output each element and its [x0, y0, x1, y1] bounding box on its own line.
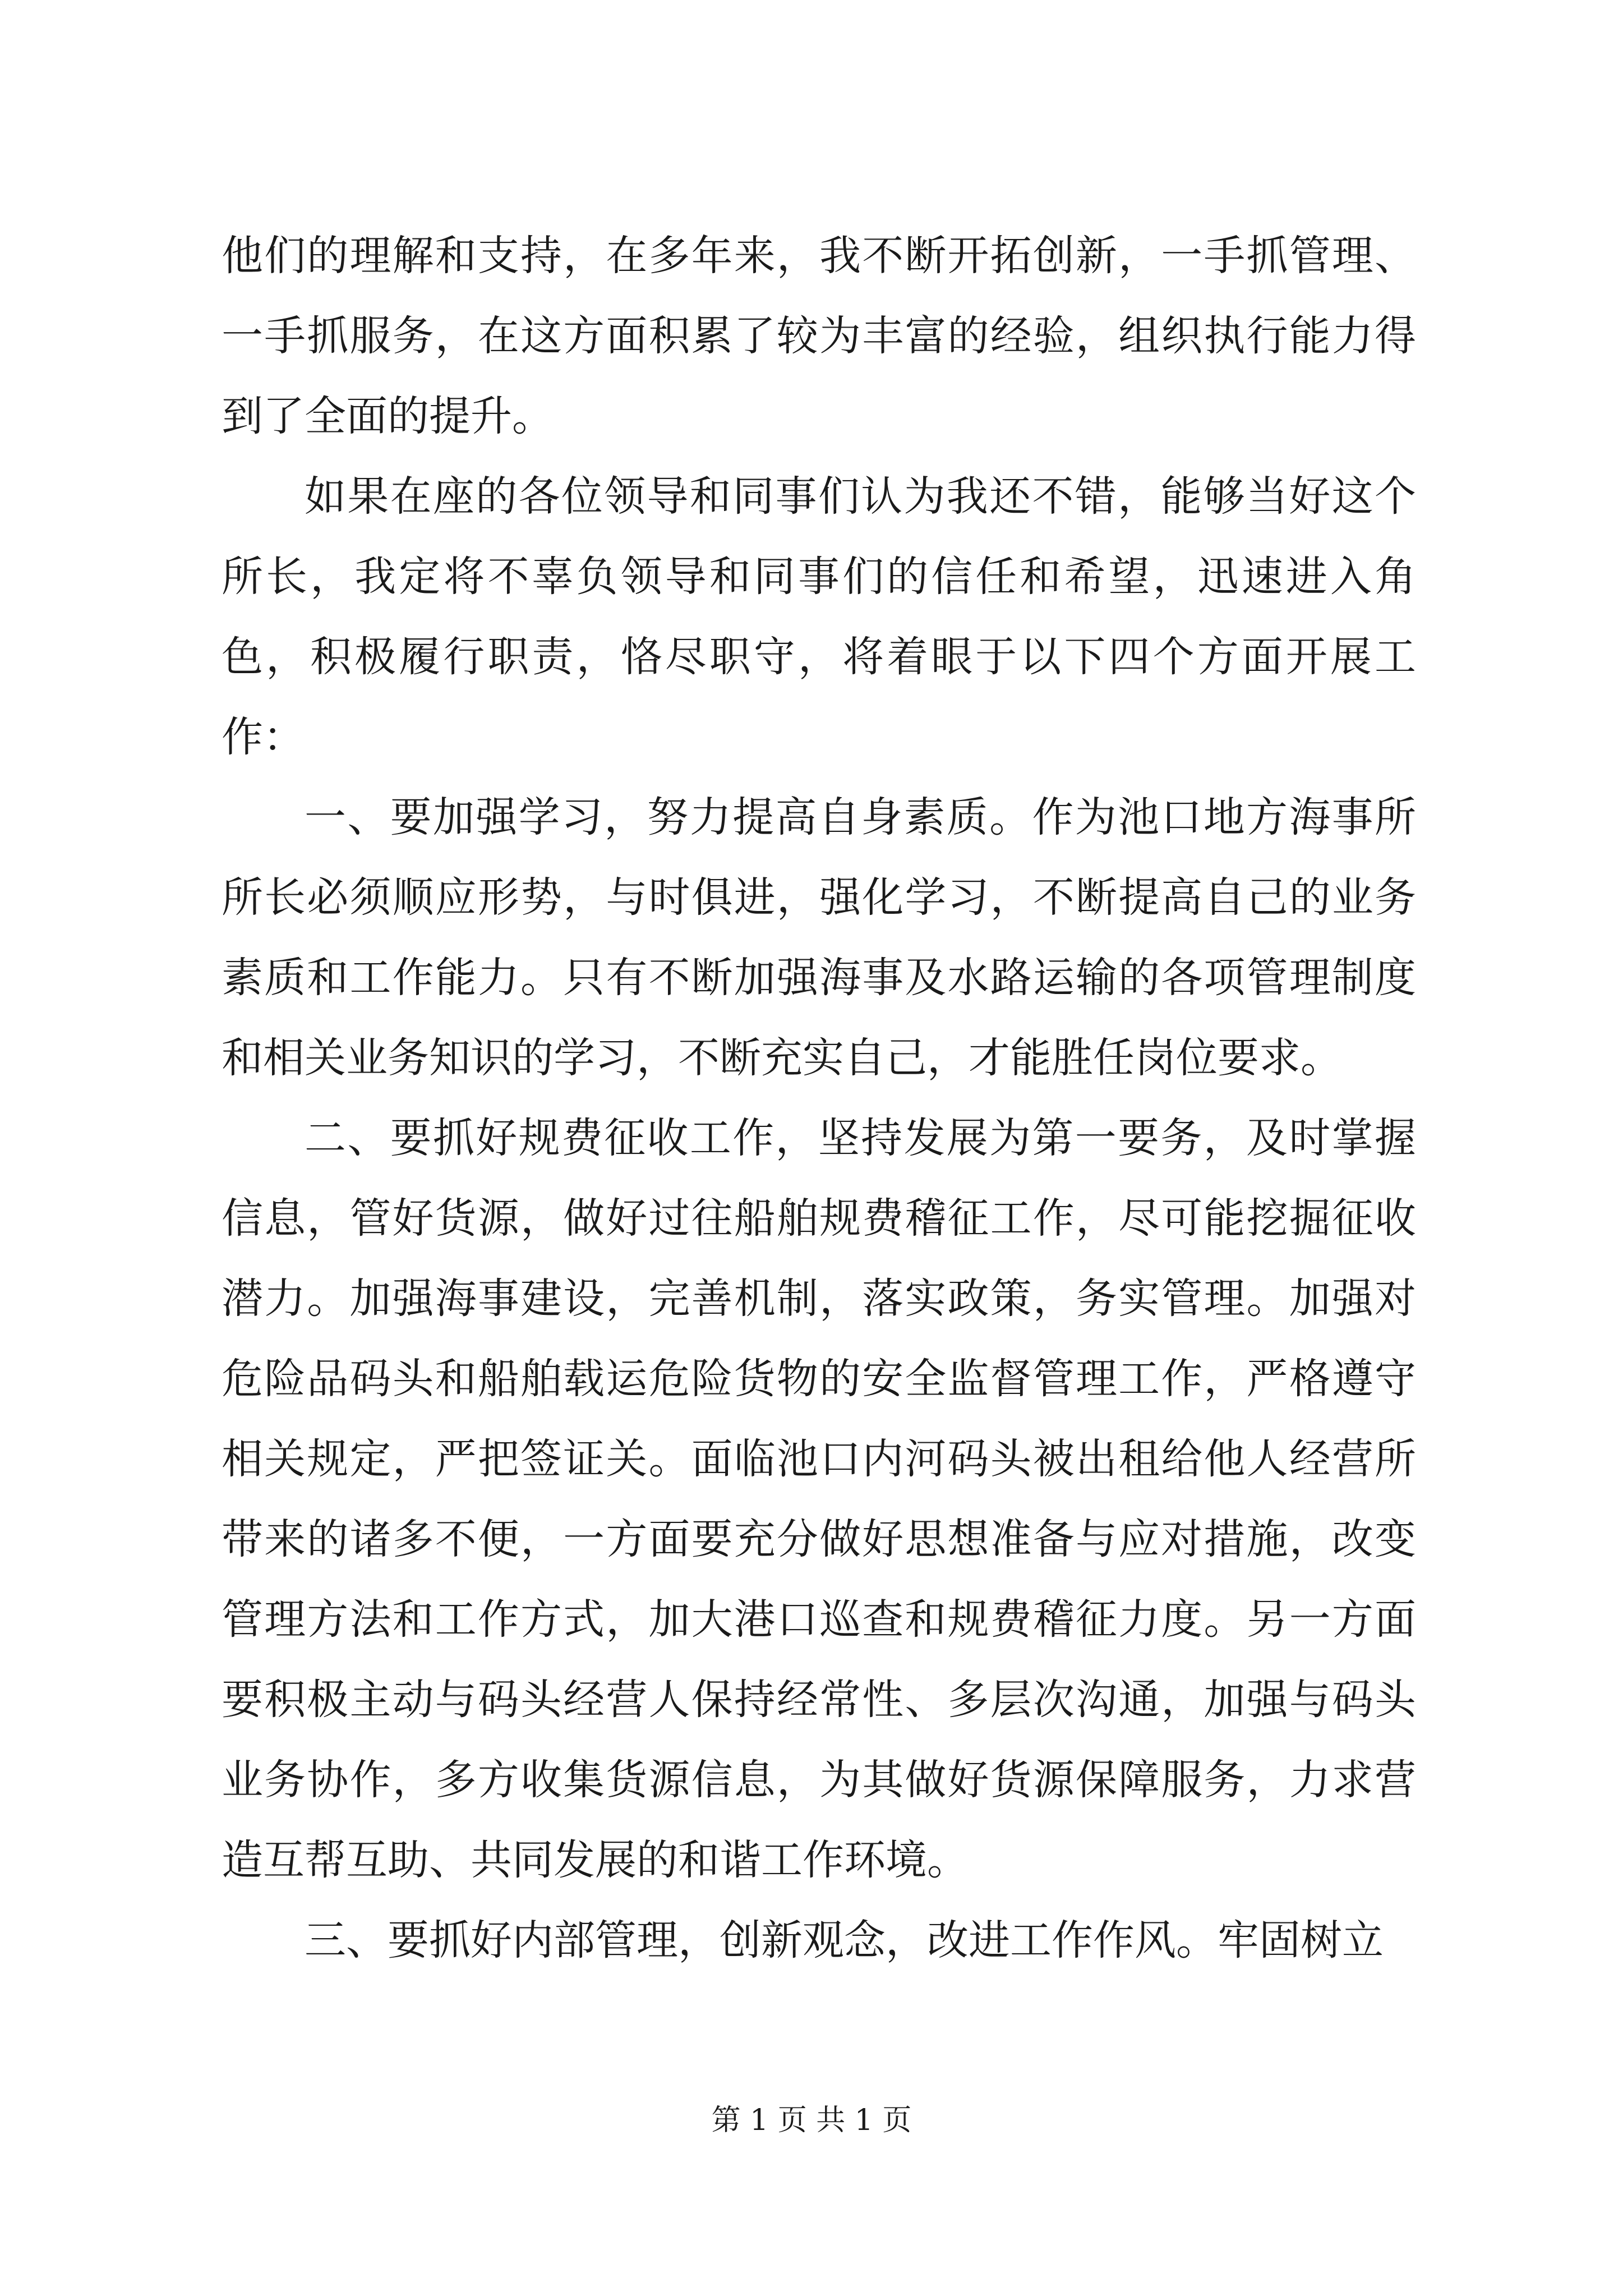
page-footer: 第 1 页 共 1 页	[711, 2104, 912, 2137]
paragraph-2: 如果在座的各位领导和同事们认为我还不错，能够当好这个所长，我定将不辜负领导和同事们的信任和希望，迅速进入角色，积极履行职责，恪尽职守，将着眼于以下四个方面开展工作：	[222, 472, 1416, 761]
paragraph-1: 他们的理解和支持，在多年来，我不断开拓创新，一手抓管理、一手抓服务，在这方面积累了较为丰富的经验，组织执行能力得到了全面的提升。	[222, 232, 1416, 440]
paragraph-3: 一、要加强学习，努力提高自身素质。作为池口地方海事所所长必须顺应形势，与时俱进，强化学习，不断提高自己的业务素质和工作能力。只有不断加强海事及水路运输的各项管理制度和相关业务知识的学习，不断充实自己，才能胜任岗位要求。	[222, 793, 1416, 1082]
paragraph-5: 三、要抓好内部管理，创新观念，改进工作作风。牢固树立	[305, 1916, 1384, 1964]
paragraph-4: 二、要抓好规费征收工作，坚持发展为第一要务，及时掌握信息，管好货源，做好过往船舶规费稽征工作，尽可能挖掘征收潜力。加强海事建设，完善机制，落实政策，务实管理。加强对危险品码头和船舶载运危险货物的安全监督管理工作，严格遵守相关规定，严把签证关。面临池口内河码头被出租给他人经营所带来的诸多不便，一方面要充分做好思想准备与应对措施，改变管理方法和工作方式，加大港口巡查和规费稽征力度。另一方面要积极主动与码头经营人保持经常性、多层次沟通，加强与码头业务协作，多方收集货源信息，为其做好货源保障服务，力求营造互帮互助、共同发展的和谐工作环境。	[222, 1114, 1416, 1884]
document-body	[222, 216, 1416, 1981]
